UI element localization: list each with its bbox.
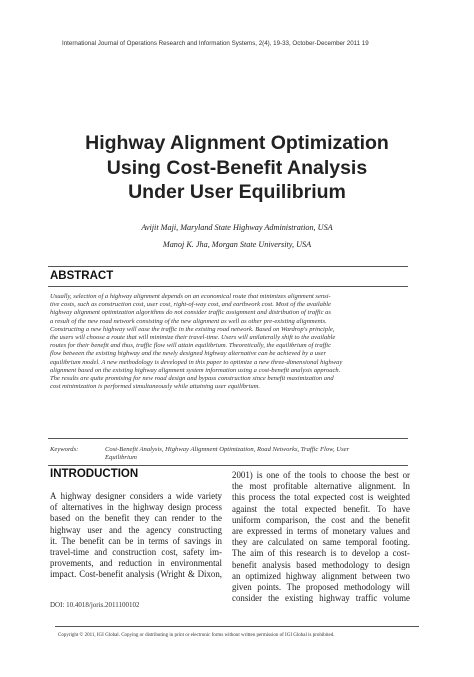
abstract-line: the users will choose a route that will minimize their travel-time. Users will unilaterally shift to the available — [50, 334, 336, 342]
doi: DOI: 10.4018/joris.2011100102 — [50, 601, 140, 609]
body-line: are expressed in terms of monetary values and — [232, 526, 410, 537]
abstract-body — [50, 293, 410, 391]
abstract-line: a result of the new road network consisting of the new alignment as well as other pre-existing alignments. — [50, 317, 327, 325]
abstract-line: tive costs, such as construction cost, user cost, right-of-way cost, and earthwork cost. Most of the available — [50, 301, 331, 309]
body-line: given points. The proposed methodology will — [232, 582, 410, 593]
abstract-line: alignment based on the existing highway alignment system information using a cost-benefit analysis approach. — [50, 366, 341, 374]
body-line: of alternatives in the highway design process — [50, 502, 222, 513]
introduction-right-column — [232, 470, 410, 604]
running-head: International Journal of Operations Research and Information Systems, 2(4), 19-33, October-December 2011 19 — [62, 40, 369, 47]
body-line: provements, and reduction in environmental — [50, 558, 222, 569]
body-line: consider the existing highway traffic volume — [232, 593, 410, 604]
body-line: this process the total expected cost is weighted — [232, 492, 410, 503]
copyright-notice: Copyright © 2011, IGI Global. Copying or distributing in print or electronic forms without written permission of IGI Global is prohibited. — [58, 633, 335, 638]
keywords-line: Equilibrium — [105, 454, 137, 462]
body-line: it. The benefit can be in terms of savings in — [50, 535, 222, 546]
body-line: based on the benefit they can render to the — [50, 513, 222, 524]
keywords-bottom-rule — [48, 465, 408, 466]
abstract-top-rule — [48, 266, 408, 267]
author-affiliation: Manoj K. Jha, Morgan State University, USA — [162, 240, 312, 249]
body-line: an optimized highway alignment between two — [232, 570, 410, 581]
abstract-line: cost minimization is performed simultaneously while attaining user equilibrium. — [50, 383, 261, 391]
footer-rule — [55, 626, 419, 627]
body-line: 2001) is one of the tools to choose the best or — [232, 470, 410, 480]
body-line: they are calculated on same temporal footing. — [232, 537, 410, 548]
abstract-line: Constructing a new highway will ease the traffic in the existing road network. Based on Wardrop's principle, — [50, 325, 335, 333]
introduction-heading: INTRODUCTION — [50, 468, 139, 480]
body-line: against the total expected benefit. To have — [232, 503, 410, 514]
abstract-heading: ABSTRACT — [50, 270, 114, 282]
abstract-line: The results are quite promising for new road design and bypass construction since benefit maximization and — [50, 375, 334, 383]
title-line: Using Cost-Benefit Analysis — [106, 156, 368, 179]
author-affiliation: Avijit Maji, Maryland State Highway Administration, USA — [141, 223, 333, 232]
abstract-line: routes for their benefit and thus, traffic flow will attain equilibrium. Theoretically, the equilibrium of traffic — [50, 342, 332, 350]
keywords-line: Cost-Benefit Analysis, Highway Alignment Optimization, Road Networks, Traffic Flow, User — [105, 446, 350, 453]
body-line: uniform comparison, the cost and the benefit — [232, 514, 410, 525]
paper-title — [30, 131, 444, 205]
introduction-left-column — [50, 491, 222, 581]
body-line: travel-time and construction cost, safety im- — [50, 547, 222, 558]
abstract-heading-rule — [48, 286, 408, 287]
keywords-list — [105, 446, 410, 462]
abstract-line: equilibrium model. A new methodology is developed in this paper to optimize a new three-dimensional highway — [50, 358, 343, 366]
title-line: Under User Equilibrium — [128, 181, 346, 203]
body-line: the most profitable alternative alignment. In — [232, 481, 410, 492]
body-line: impact. Cost-benefit analysis (Wright & Dixon, — [50, 569, 222, 580]
body-line: highway user and the agency constructing — [50, 524, 222, 535]
keywords-top-rule — [48, 438, 408, 439]
title-line: Highway Alignment Optimization — [85, 132, 389, 154]
abstract-line: Usually, selection of a highway alignment depends on an economical route that minimizes alignment sensi- — [50, 293, 331, 300]
body-line: The aim of this research is to develop a cost- — [232, 548, 410, 559]
abstract-line: highway alignment optimization algorithms do not consider traffic assignment and distribution of traffic as — [50, 309, 331, 317]
body-line: A highway designer considers a wide variety — [50, 491, 222, 501]
keywords-label: Keywords: — [50, 446, 79, 453]
body-line: benefit analysis based methodology to design — [232, 559, 410, 570]
abstract-line: flow between the existing highway and the newly designed highway alternative can be achieved by a user — [50, 350, 326, 358]
